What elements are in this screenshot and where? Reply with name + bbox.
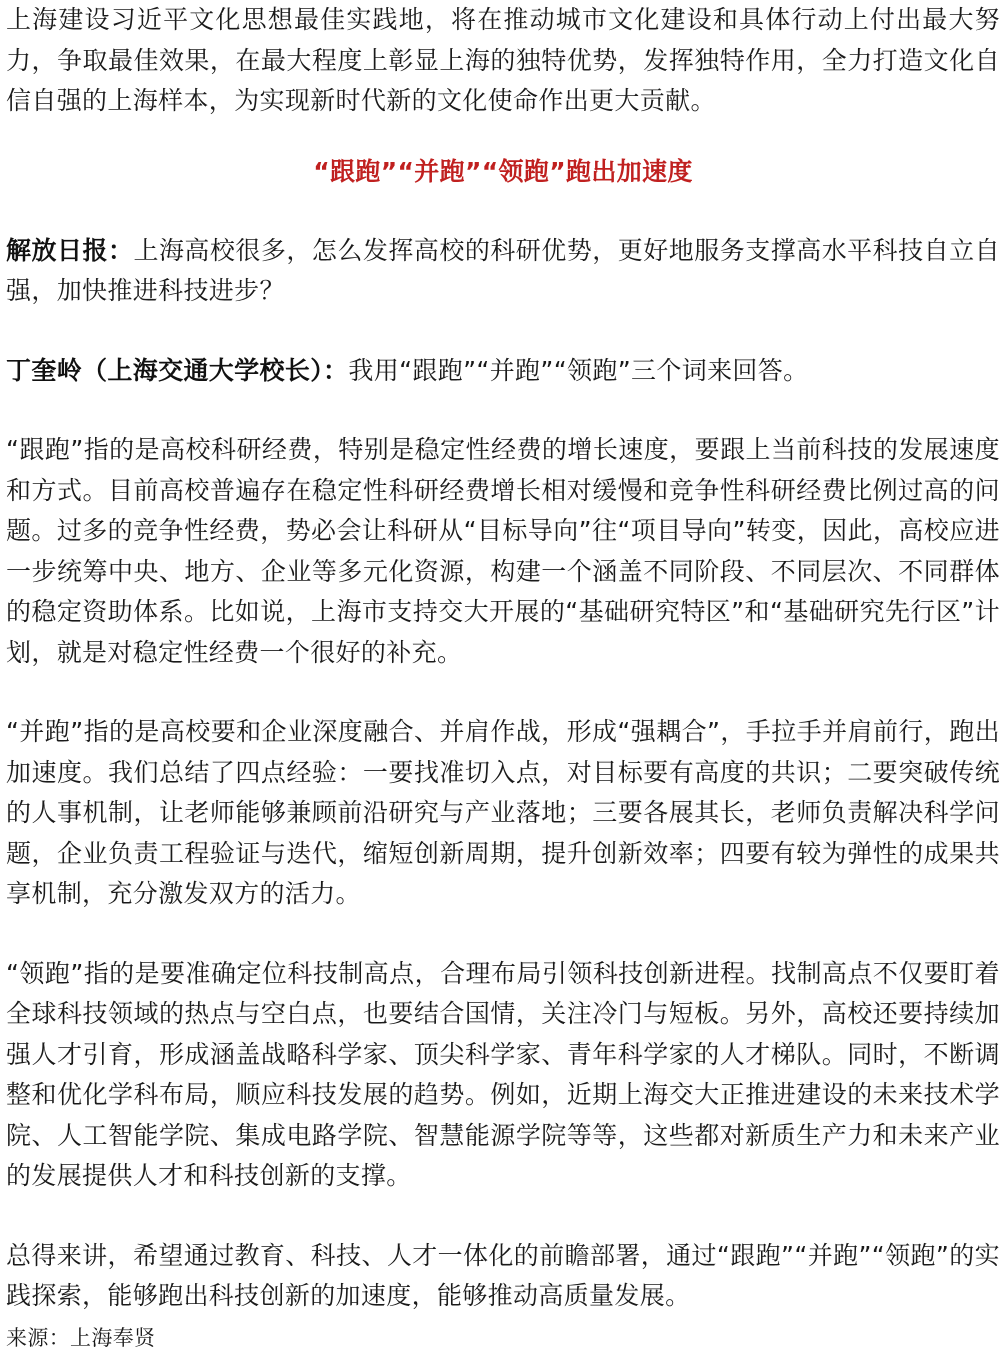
answer-text: 我用“跟跑”“并跑”“领跑”三个词来回答。 xyxy=(348,355,809,385)
section-heading: “跟跑”“并跑”“领跑”跑出加速度 xyxy=(313,156,693,186)
question-paragraph xyxy=(6,231,1000,312)
question-speaker: 解放日报： xyxy=(6,235,134,265)
question-text: 上海高校很多，怎么发挥高校的科研优势，更好地服务支撑高水平科技自立自强，加快推进科技进步？ xyxy=(6,235,1000,305)
follow-paragraph: “跟跑”指的是高校科研经费，特别是稳定性经费的增长速度，要跟上当前科技的发展速度和方式。目前高校普遍存在稳定性科研经费增长相对缓慢和竞争性科研经费比例过高的问题。过多的竞争性经费，势必会让科研从“目标导向”往“项目导向”转变，因此，高校应进一步统筹中央、地方、企业等多元化资源，构建一个涵盖不同阶段、不同层次、不同群体的稳定资助体系。比如说，上海市支持交大开展的“基础研究特区”和“基础研究先行区”计划，就是对稳定性经费一个很好的补充。 xyxy=(6,435,1000,667)
summary-paragraph: 总得来讲，希望通过教育、科技、人才一体化的前瞻部署，通过“跟跑”“并跑”“领跑”的实践探索，能够跑出科技创新的加速度，能够推动高质量发展。 xyxy=(6,1240,1000,1310)
lead-paragraph: “领跑”指的是要准确定位科技制高点，合理布局引领科技创新进程。找制高点不仅要盯着全球科技领域的热点与空白点，也要结合国情，关注冷门与短板。另外，高校还要持续加强人才引育，形成涵盖战略科学家、顶尖科学家、青年科学家的人才梯队。同时，不断调整和优化学科布局，顺应科技发展的趋势。例如，近期上海交大正推进建设的未来技术学院、人工智能学院、集成电路学院、智慧能源学院等等，这些都对新质生产力和未来产业的发展提供人才和科技创新的支撑。 xyxy=(6,958,1000,1190)
answer-paragraph xyxy=(6,351,1000,392)
intro-paragraph: 上海建设习近平文化思想最佳实践地，将在推动城市文化建设和具体行动上付出最大努力，争取最佳效果，在最大程度上彰显上海的独特优势，发挥独特作用，全力打造文化自信自强的上海样本，为实现新时代新的文化使命作出更大贡献。 xyxy=(6,5,1000,115)
parallel-paragraph: “并跑”指的是高校要和企业深度融合、并肩作战，形成“强耦合”，手拉手并肩前行，跑出加速度。我们总结了四点经验：一要找准切入点，对目标要有高度的共识；二要突破传统的人事机制，让老师能够兼顾前沿研究与产业落地；三要各展其长，老师负责解决科学问题，企业负责工程验证与迭代，缩短创新周期，提升创新效率；四要有较为弹性的成果共享机制，充分激发双方的活力。 xyxy=(6,717,1000,908)
answer-speaker: 丁奎岭（上海交通大学校长）： xyxy=(6,355,349,385)
source-line: 来源：上海奉贤 xyxy=(6,1325,156,1350)
